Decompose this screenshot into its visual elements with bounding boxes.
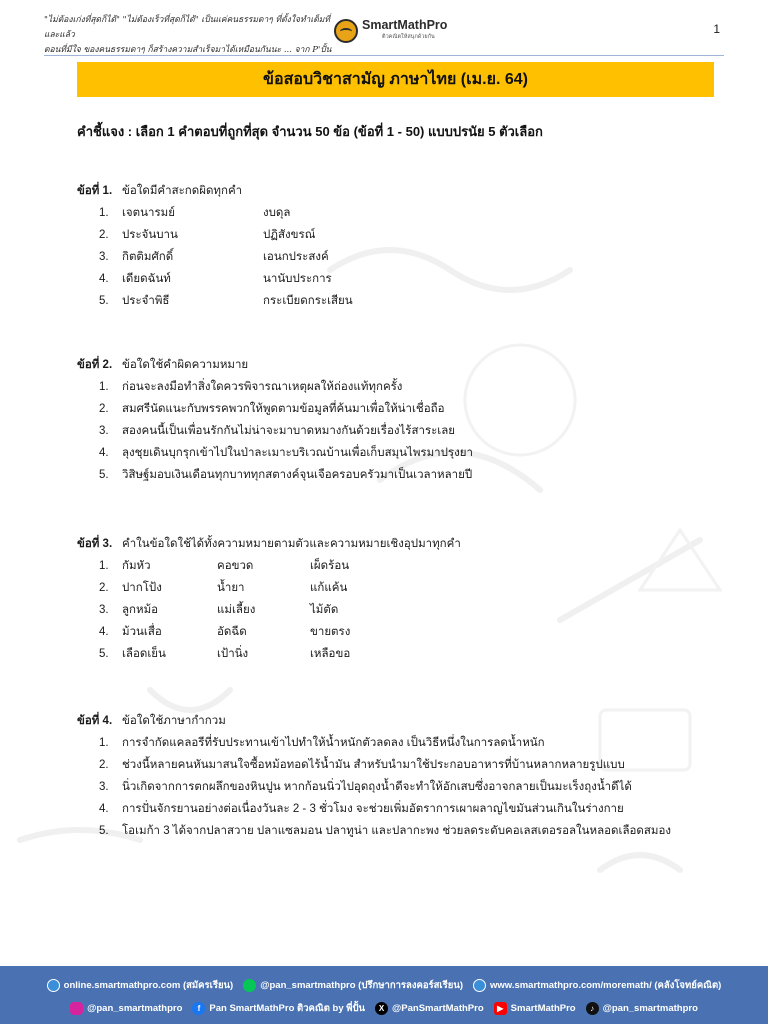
header-quote-line-1: "ไม่ต้องเก่งที่สุดก็ได้" "ไม่ต้องเร็วที่สุดก็ได้" เป็นแค่คนธรรมดาๆ ที่ตั้งใจทำเต็มที่ และแล้ว <box>44 15 330 40</box>
option-text: งบดุล <box>263 207 291 219</box>
page-number: 1 <box>713 22 720 36</box>
answer-option[interactable] <box>77 820 671 842</box>
option-text: ประจำพิธี <box>122 295 170 307</box>
option-text: ก่อนจะลงมือทำสิ่งใดควรพิจารณาเหตุผลให้ถ่องแท้ทุกครั้ง <box>122 381 403 393</box>
option-number: 1. <box>99 560 109 572</box>
option-number: 2. <box>99 759 109 771</box>
option-text: น้ำยา <box>217 582 245 594</box>
answer-option[interactable] <box>77 202 291 224</box>
footer-link-text: www.smartmathpro.com/moremath/ (คลังโจทย์คณิต) <box>490 979 722 991</box>
question-text: คำในข้อใดใช้ได้ทั้งความหมายตามตัวและความหมายเชิงอุปมาทุกคำ <box>122 538 461 550</box>
option-number: 2. <box>99 403 109 415</box>
question-2 <box>77 354 473 486</box>
footer-link-text: SmartMathPro <box>510 1002 576 1014</box>
footer-link-text: @pan_smartmathpro <box>602 1002 698 1014</box>
line-icon <box>243 979 256 992</box>
question-number: ข้อที่ 1. <box>77 185 113 197</box>
answer-option[interactable] <box>77 268 332 290</box>
question-text: ข้อใดใช้ภาษากำกวม <box>122 715 226 727</box>
instructions: คำชี้แจง : เลือก 1 คำตอบที่ถูกที่สุด จำนวน 50 ข้อ (ข้อที่ 1 - 50) แบบปรนัย 5 ตัวเลือก <box>77 124 543 139</box>
option-number: 4. <box>99 626 109 638</box>
option-text: แม่เลี้ยง <box>217 604 256 616</box>
answer-option[interactable] <box>77 577 461 599</box>
question-header <box>77 533 461 555</box>
footer-link[interactable] <box>243 978 463 993</box>
option-text: การจำกัดแคลอรีที่รับประทานเข้าไปทำให้น้ำหนักตัวลดลง เป็นวิธีหนึ่งในการลดน้ำหนัก <box>122 737 545 749</box>
question-text: ข้อใดใช้คำผิดความหมาย <box>122 359 249 371</box>
question-header <box>77 354 248 376</box>
footer-link-text: @pan_smartmathpro (ปรึกษาการลงคอร์สเรียน) <box>260 979 463 991</box>
x-icon: X <box>375 1002 388 1015</box>
option-text: กัมหัว <box>122 560 151 572</box>
option-text: วิสิษฐ์มอบเงินเดือนทุกบาททุกสตางค์จุนเจือครอบครัวมาเป็นเวลาหลายปี <box>122 469 473 481</box>
option-text: ช่วงนี้หลายคนหันมาสนใจซื้อหม้อทอดไร้น้ำมัน สำหรับนำมาใช้ประกอบอาหารที่บ้านหลากหลายรูปแบบ <box>122 759 625 771</box>
option-text: เจตนารมย์ <box>122 207 175 219</box>
question-number: ข้อที่ 3. <box>77 538 113 550</box>
option-number: 4. <box>99 447 109 459</box>
question-number: ข้อที่ 4. <box>77 715 113 727</box>
footer-bar <box>0 966 768 1024</box>
option-number: 3. <box>99 781 109 793</box>
option-text: เลือดเย็น <box>122 648 166 660</box>
option-text: ขายตรง <box>310 626 351 638</box>
answer-option[interactable] <box>77 555 461 577</box>
option-number: 5. <box>99 825 109 837</box>
option-number: 4. <box>99 273 109 285</box>
question-3 <box>77 533 461 665</box>
answer-option[interactable] <box>77 224 316 246</box>
option-text: แก้แค้น <box>310 582 348 594</box>
option-number: 1. <box>99 737 109 749</box>
option-text: การปั่นจักรยานอย่างต่อเนื่องวันละ 2 - 3 ชั่วโมง จะช่วยเพิ่มอัตราการเผาผลาญไขมันส่วนเกินในร่างกาย <box>122 803 624 815</box>
option-text: กิตติมศักดิ์ <box>122 251 174 263</box>
globe-icon <box>473 979 486 992</box>
option-number: 3. <box>99 604 109 616</box>
answer-option[interactable] <box>77 376 403 398</box>
option-text: คอขวด <box>217 560 254 572</box>
option-text: สมศรีนัดแนะกับพรรคพวกให้พูดตามข้อมูลที่ค้นมาเพื่อให้น่าเชื่อถือ <box>122 403 445 415</box>
answer-option[interactable] <box>77 398 445 420</box>
option-text: ม้วนเสื่อ <box>122 626 162 638</box>
answer-option[interactable] <box>77 732 545 754</box>
answer-option[interactable] <box>77 754 625 776</box>
question-header <box>77 710 226 732</box>
answer-option[interactable] <box>77 776 632 798</box>
logo-face-icon <box>334 19 358 43</box>
option-text: เดียดฉันท์ <box>122 273 171 285</box>
footer-link-text: @pan_smartmathpro <box>87 1002 183 1014</box>
option-number: 1. <box>99 207 109 219</box>
question-4 <box>77 710 671 842</box>
footer-link[interactable] <box>494 1002 576 1015</box>
question-1 <box>77 180 353 312</box>
option-number: 2. <box>99 582 109 594</box>
header-quote-line-2: ตอนที่มีใจ ของคนธรรมดาๆ ก็สร้างความสำเร็จมาได้เหมือนกันนะ ... จาก P'ปั้น <box>44 45 332 55</box>
question-text: ข้อใดมีคำสะกดผิดทุกคำ <box>122 185 243 197</box>
option-text: ลูกหม้อ <box>122 604 159 616</box>
option-text: ปากโป้ง <box>122 582 162 594</box>
option-text: เป้านิ่ง <box>217 648 249 660</box>
exam-title: ข้อสอบวิชาสามัญ ภาษาไทย (เม.ย. 64) <box>263 71 528 88</box>
footer-link-text: Pan SmartMathPro ติวคณิต by พี่ปั้น <box>209 1002 366 1014</box>
answer-option[interactable] <box>77 442 473 464</box>
footer-row-2 <box>0 997 768 1019</box>
option-text: เผ็ดร้อน <box>310 560 350 572</box>
tiktok-icon: ♪ <box>586 1002 599 1015</box>
option-text: ปฏิสังขรณ์ <box>263 229 316 241</box>
header-divider <box>44 55 724 56</box>
option-number: 3. <box>99 425 109 437</box>
title-band <box>77 62 714 97</box>
answer-option[interactable] <box>77 464 473 486</box>
logo-name: SmartMathPro <box>362 18 448 32</box>
question-number: ข้อที่ 2. <box>77 359 113 371</box>
option-text: นิ่วเกิดจากการตกผลึกของหินปูน หากก้อนนิ่วไปอุดถุงน้ำดีจะทำให้อักเสบซึ่งอาจกลายเป็นมะเร็งถุงน้ำดีได้ <box>122 781 632 793</box>
logo-tagline: ติวคณิตให้สนุกด้วยกัน <box>382 34 435 40</box>
option-number: 5. <box>99 295 109 307</box>
instagram-icon <box>70 1002 83 1015</box>
option-text: ลุงชุยเดินบุกรุกเข้าไปในป่าละเมาะบริเวณบ้านเพื่อเก็บสมุนไพรมาปรุงยา <box>122 447 473 459</box>
footer-link[interactable] <box>70 1002 182 1015</box>
footer-link[interactable] <box>47 978 234 993</box>
option-number: 2. <box>99 229 109 241</box>
option-number: 5. <box>99 648 109 660</box>
option-text: สองคนนี้เป็นเพื่อนรักกันไม่น่าจะมาบาดหมางกันด้วยเรื่องไร้สาระเลย <box>122 425 456 437</box>
footer-link[interactable] <box>375 1002 484 1015</box>
answer-option[interactable] <box>77 798 624 820</box>
option-text: เอนกประสงค์ <box>263 251 329 263</box>
option-text: โอเมก้า 3 ได้จากปลาสวาย ปลาแซลมอน ปลาทูน่า และปลากะพง ช่วยลดระดับคอเลสเตอรอลในหลอดเลือดสมอง <box>122 825 671 837</box>
footer-link[interactable] <box>473 978 721 993</box>
option-number: 1. <box>99 381 109 393</box>
option-text: กระเบียดกระเสียน <box>263 295 353 307</box>
footer-row-1 <box>0 974 768 996</box>
option-text: ไม้ตัด <box>310 604 339 616</box>
answer-option[interactable] <box>77 621 461 643</box>
option-text: นานับประการ <box>263 273 332 285</box>
answer-option[interactable] <box>77 246 329 268</box>
option-text: เหลือขอ <box>310 648 351 660</box>
option-number: 3. <box>99 251 109 263</box>
footer-link[interactable] <box>192 1001 365 1016</box>
option-number: 4. <box>99 803 109 815</box>
question-header <box>77 180 242 202</box>
answer-option[interactable] <box>77 290 353 312</box>
header-quote <box>44 13 334 58</box>
footer-link-text: online.smartmathpro.com (สมัครเรียน) <box>63 979 234 991</box>
option-number: 5. <box>99 469 109 481</box>
answer-option[interactable] <box>77 420 456 442</box>
youtube-icon: ▶ <box>494 1002 507 1015</box>
option-text: ประจันบาน <box>122 229 178 241</box>
footer-link-text: @PanSmartMathPro <box>392 1002 484 1014</box>
footer-link[interactable] <box>586 1002 698 1015</box>
facebook-icon: f <box>192 1002 205 1015</box>
globe-icon <box>47 979 60 992</box>
answer-option[interactable] <box>77 599 461 621</box>
logo-text <box>362 19 447 43</box>
option-text: อัดฉีด <box>217 626 247 638</box>
brand-logo <box>334 18 447 44</box>
answer-option[interactable] <box>77 643 461 665</box>
